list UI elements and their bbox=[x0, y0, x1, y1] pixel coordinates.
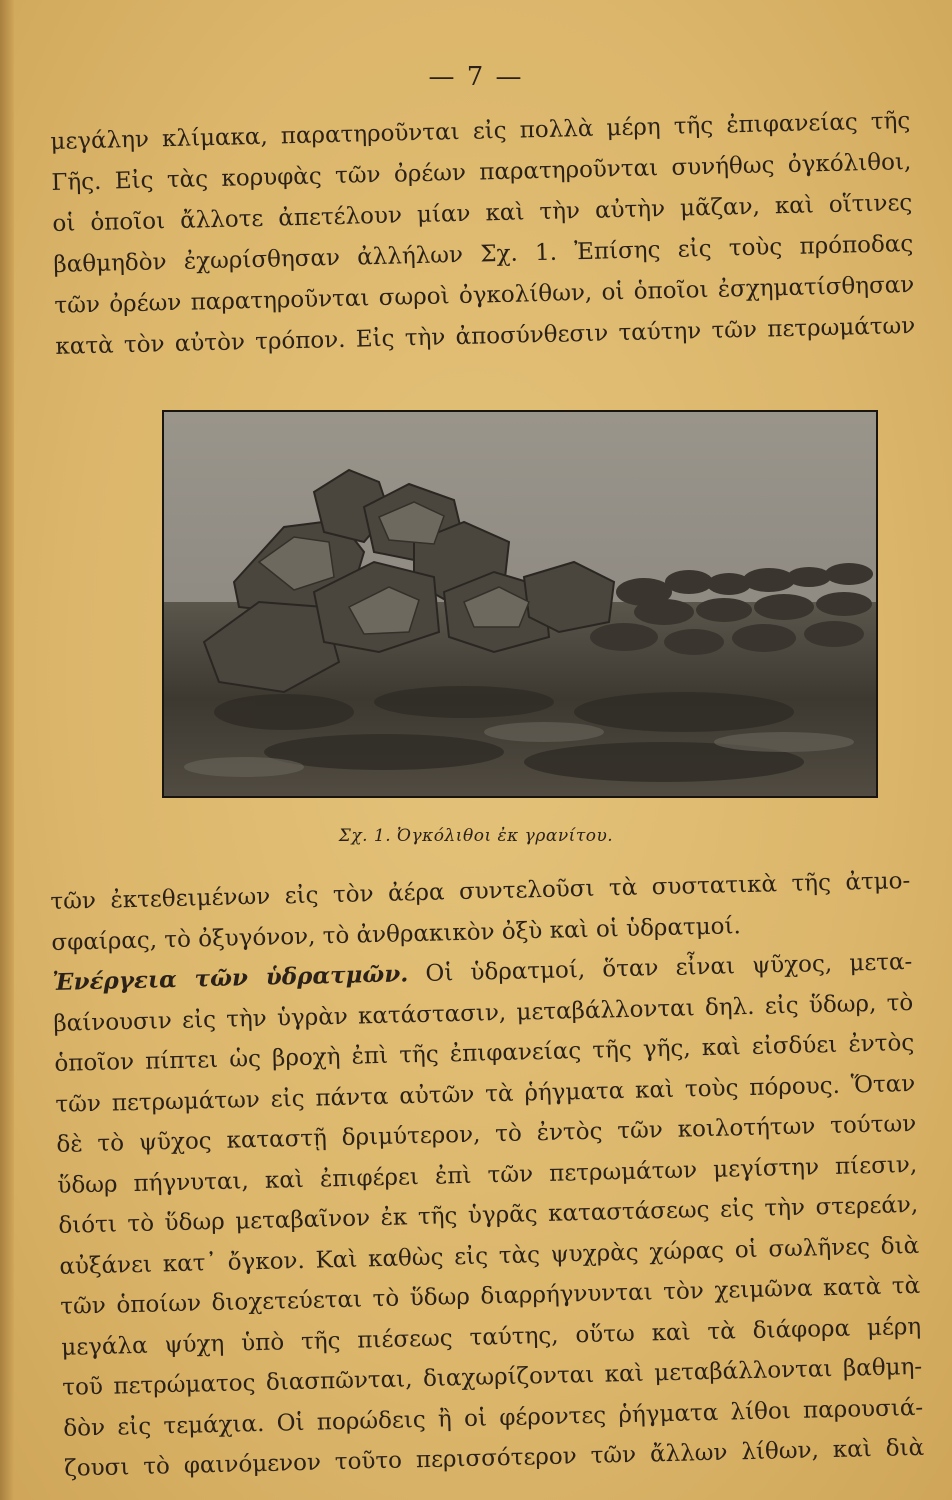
text-line: οἱ ὁποῖοι ἄλλοτε ἀπετέλουν μίαν καὶ τὴν αὐτὴν μᾶζαν, καὶ οἵτινες bbox=[52, 189, 913, 237]
text-line: αὐξάνει κατ᾽ ὄγκον. Καὶ καθὼς εἰς τὰς ψυχρὰς χώρας οἱ σωλῆνες διὰ bbox=[59, 1232, 920, 1280]
text-line: τῶν πετρωμάτων εἰς πάντα αὐτῶν τὰ ῥήγματα καὶ τοὺς πόρους. Ὅταν bbox=[55, 1070, 916, 1118]
bottom-paragraph bbox=[50, 861, 925, 1489]
text-line: κατὰ τὸν αὐτὸν τρόπον. Εἰς τὴν ἀποσύνθεσιν ταύτην τῶν πετρωμάτων bbox=[55, 312, 916, 360]
text-line: ζουσι τὸ φαινόμενον τοῦτο περισσότερον τῶν ἄλλων λίθων, καὶ διὰ bbox=[64, 1434, 925, 1482]
text-line: σφαίρας, τὸ ὀξυγόνον, τὸ ἀνθρακικὸν ὀξὺ καὶ οἱ ὑδρατμοί. bbox=[51, 912, 742, 956]
text-line: τῶν ὀρέων παρατηροῦνται σωροὶ ὀγκολίθων, οἱ ὁποῖοι ἐσχηματίσθησαν bbox=[54, 271, 915, 319]
text-line: ὁποῖον πίπτει ὡς βροχὴ ἐπὶ τῆς ἐπιφανείας τῆς γῆς, καὶ εἰσδύει ἐντὸς bbox=[54, 1029, 915, 1077]
figure-caption: Σχ. 1. Ὀγκόλιθοι ἐκ γρανίτου. bbox=[338, 826, 614, 846]
text-line: τῶν ἐκτεθειμένων εἰς τὸν ἀέρα συντελοῦσι τὰ συστατικὰ τῆς ἀτμο- bbox=[50, 867, 911, 915]
text-line: μεγάλα ψύχη ὑπὸ τῆς πιέσεως ταύτης, οὕτω καὶ τὰ διάφορα μέρη bbox=[61, 1313, 922, 1361]
text-line: δὲ τὸ ψῦχος καταστῇ δριμύτερον, τὸ ἐντὸς τῶν κοιλοτήτων τούτων bbox=[56, 1110, 917, 1158]
section-heading: Ἐνέργεια τῶν ὑδρατμῶν. bbox=[52, 960, 409, 996]
text-line: διότι τὸ ὕδωρ μεταβαῖνον ἐκ τῆς ὑγρᾶς καταστάσεως εἰς τὴν στερεάν, bbox=[58, 1191, 919, 1239]
text-line: βαίνουσιν εἰς τὴν ὑγρὰν κατάστασιν, μεταβάλλονται δηλ. εἰς ὕδωρ, τὸ bbox=[53, 989, 914, 1037]
figure-photo-granite-boulders bbox=[162, 410, 878, 798]
text-line: ὕδωρ πήγνυται, καὶ ἐπιφέρει ἐπὶ τῶν πετρωμάτων μεγίστην πίεσιν, bbox=[57, 1151, 918, 1199]
text-line: τοῦ πετρώματος διασπῶνται, διαχωρίζονται καὶ μεταβάλλονται βαθμη- bbox=[62, 1353, 923, 1401]
text-line: Οἱ ὑδρατμοί, ὅταν εἶναι ψῦχος, μετα- bbox=[425, 948, 913, 987]
text-line: μεγάλην κλίμακα, παρατηροῦνται εἰς πολλὰ μέρη τῆς ἐπιφανείας τῆς bbox=[50, 107, 911, 155]
text-line: βαθμηδὸν ἐχωρίσθησαν ἀλλήλων Σχ. 1. Ἐπίσης εἰς τοὺς πρόποδας bbox=[53, 230, 914, 278]
text-line: τῶν ὁποίων διοχετεύεται τὸ ὕδωρ διαρρήγνυνται τὸν χειμῶνα κατὰ τὰ bbox=[60, 1272, 921, 1320]
granite-boulders-photo bbox=[164, 412, 876, 796]
text-line: δὸν εἰς τεμάχια. Οἱ πορώδεις ἢ οἱ φέροντες ῥήγματα λίθοι παρουσιά- bbox=[63, 1394, 924, 1442]
top-paragraph bbox=[50, 101, 916, 368]
page-binding-edge bbox=[0, 0, 14, 1500]
page-number: — 7 — bbox=[428, 62, 524, 92]
text-line: Γῆς. Εἰς τὰς κορυφὰς τῶν ὀρέων παρατηροῦνται συνήθως ὀγκόλιθοι, bbox=[51, 148, 912, 196]
